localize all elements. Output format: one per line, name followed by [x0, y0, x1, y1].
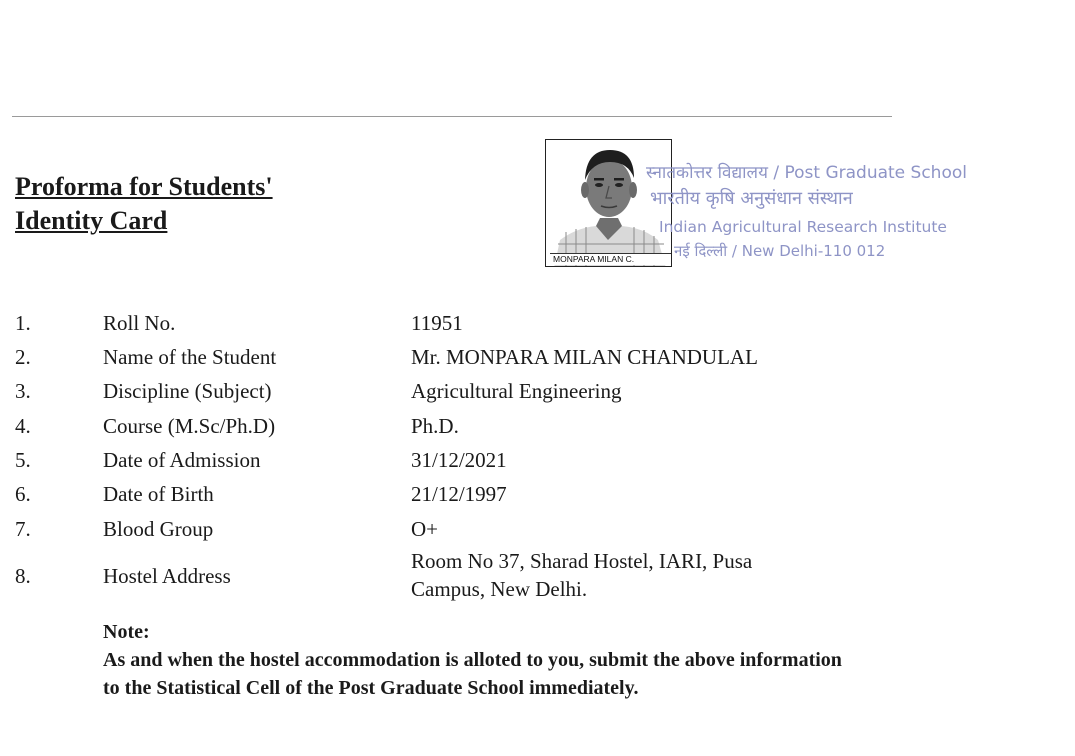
stamp-line-2: भारतीय कृषि अनुसंधान संस्थान	[650, 188, 853, 209]
stamp-line-4: नई दिल्ली / New Delhi-110 012	[674, 242, 886, 260]
field-row-discipline	[0, 376, 1075, 406]
field-number: 5.	[15, 448, 31, 472]
field-label: Roll No.	[103, 311, 176, 335]
photo-caption: MONPARA MILAN C.	[550, 253, 671, 265]
field-row-date-of-admission	[0, 445, 1075, 475]
field-label: Date of Birth	[103, 482, 214, 506]
note-heading: Note:	[103, 621, 150, 643]
field-row-student-name	[0, 342, 1075, 372]
field-label: Hostel Address	[103, 564, 231, 588]
field-value: Room No 37, Sharad Hostel, IARI, Pusa Campus, New Delhi.	[411, 549, 753, 601]
stamp-line-1: स्नातकोत्तर विद्यालय / Post Graduate School	[646, 163, 967, 183]
field-number: 2.	[15, 345, 31, 369]
field-number: 3.	[15, 379, 31, 403]
field-number: 6.	[15, 482, 31, 506]
field-number: 1.	[15, 311, 31, 335]
page-title	[15, 170, 273, 238]
field-value: O+	[411, 517, 439, 541]
field-label: Name of the Student	[103, 345, 277, 369]
field-value: Mr. MONPARA MILAN CHANDULAL	[411, 345, 758, 369]
note-section	[103, 618, 863, 702]
field-row-hostel-address	[0, 549, 1075, 601]
field-row-date-of-birth	[0, 479, 1075, 509]
field-value: Agricultural Engineering	[411, 379, 622, 403]
field-number: 4.	[15, 414, 31, 438]
field-label: Discipline (Subject)	[103, 379, 272, 403]
field-row-course	[0, 411, 1075, 441]
title-line-2: Identity Card	[15, 206, 168, 235]
note-text: As and when the hostel accommodation is alloted to you, submit the above information to the Statistical Cell of the Post Graduate School immediately.	[103, 649, 842, 699]
field-value: 11951	[411, 311, 463, 335]
field-value: 31/12/2021	[411, 448, 507, 472]
field-label: Course (M.Sc/Ph.D)	[103, 414, 276, 438]
title-line-1: Proforma for Students'	[15, 172, 273, 201]
field-value: Ph.D.	[411, 414, 459, 438]
top-divider	[12, 116, 892, 117]
field-row-blood-group	[0, 514, 1075, 544]
field-number: 8.	[15, 564, 31, 588]
field-label: Blood Group	[103, 517, 214, 541]
field-number: 7.	[15, 517, 31, 541]
field-label: Date of Admission	[103, 448, 261, 472]
field-value: 21/12/1997	[411, 482, 507, 506]
field-row-roll-no	[0, 308, 1075, 338]
stamp-line-3: Indian Agricultural Research Institute	[659, 218, 947, 236]
